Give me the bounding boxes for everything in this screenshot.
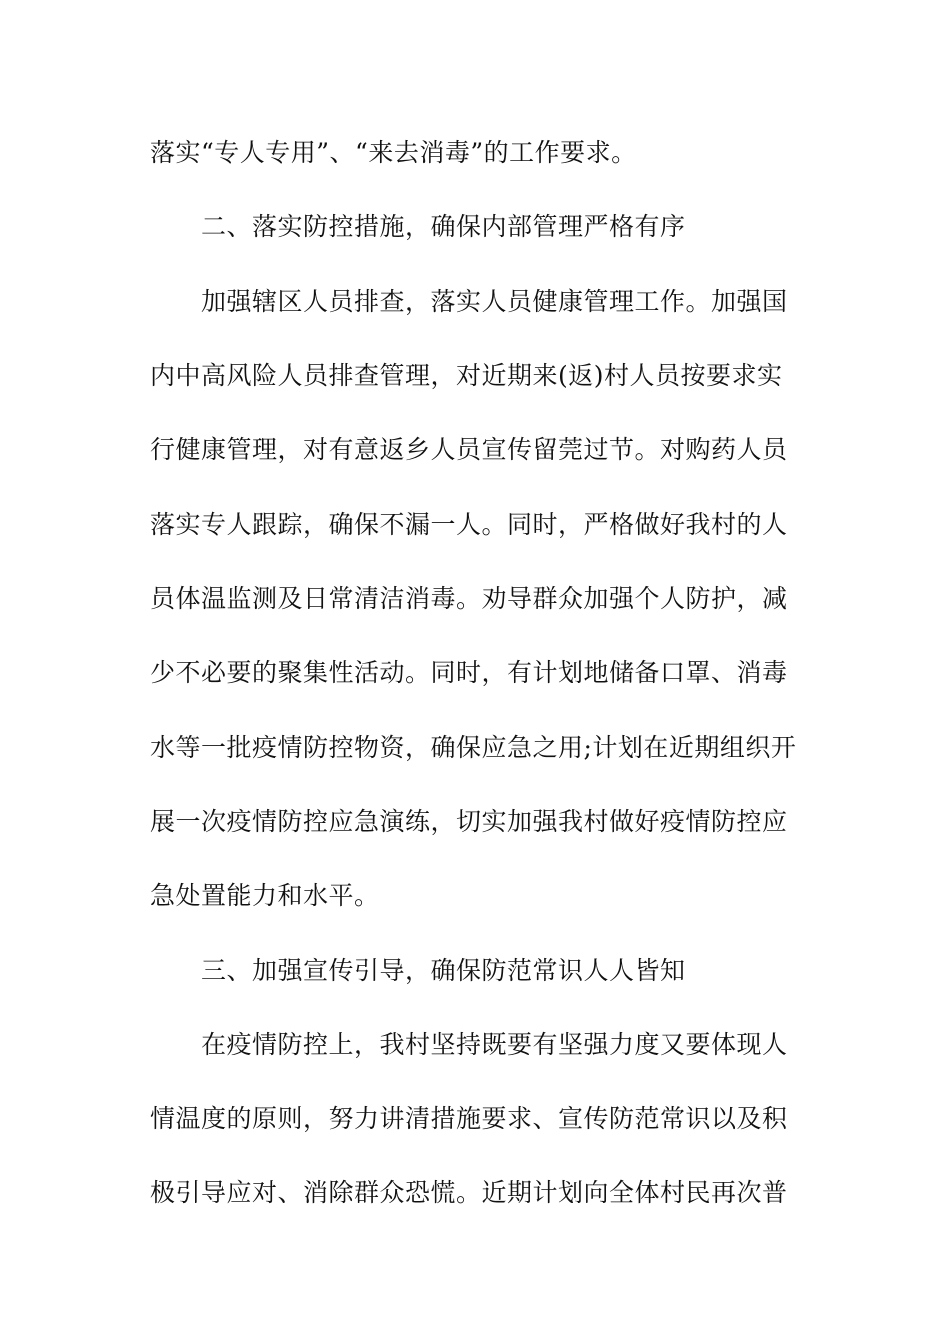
paragraph-line: 内中高风险人员排查管理，对近期来(返)村人员按要求实 bbox=[150, 361, 783, 390]
section-heading-2: 二、落实防控措施，确保内部管理严格有序 bbox=[201, 212, 686, 241]
paragraph-line: 少不必要的聚集性活动。同时，有计划地储备口罩、消毒 bbox=[150, 658, 788, 687]
paragraph-line: 极引导应对、消除群众恐慌。近期计划向全体村民再次普 bbox=[150, 1178, 788, 1207]
paragraph-continuation-line: 落实“专人专用”、“来去消毒”的工作要求。 bbox=[150, 138, 637, 167]
paragraph-line: 落实专人跟踪，确保不漏一人。同时，严格做好我村的人 bbox=[150, 510, 788, 539]
paragraph-line: 急处置能力和水平。 bbox=[150, 881, 380, 910]
paragraph-line: 员体温监测及日常清洁消毒。劝导群众加强个人防护，减 bbox=[150, 584, 788, 613]
section-heading-3: 三、加强宣传引导，确保防范常识人人皆知 bbox=[201, 956, 686, 985]
paragraph-line: 水等一批疫情防控物资，确保应急之用;计划在近期组织开 bbox=[150, 733, 797, 762]
paragraph-line: 展一次疫情防控应急演练，切实加强我村做好疫情防控应 bbox=[150, 807, 788, 836]
paragraph-line: 行健康管理，对有意返乡人员宣传留莞过节。对购药人员 bbox=[150, 435, 788, 464]
paragraph-line: 加强辖区人员排查，落实人员健康管理工作。加强国 bbox=[201, 287, 788, 316]
paragraph-line: 情温度的原则，努力讲清措施要求、宣传防范常识以及积 bbox=[150, 1104, 788, 1133]
paragraph-line: 在疫情防控上，我村坚持既要有坚强力度又要体现人 bbox=[201, 1030, 788, 1059]
